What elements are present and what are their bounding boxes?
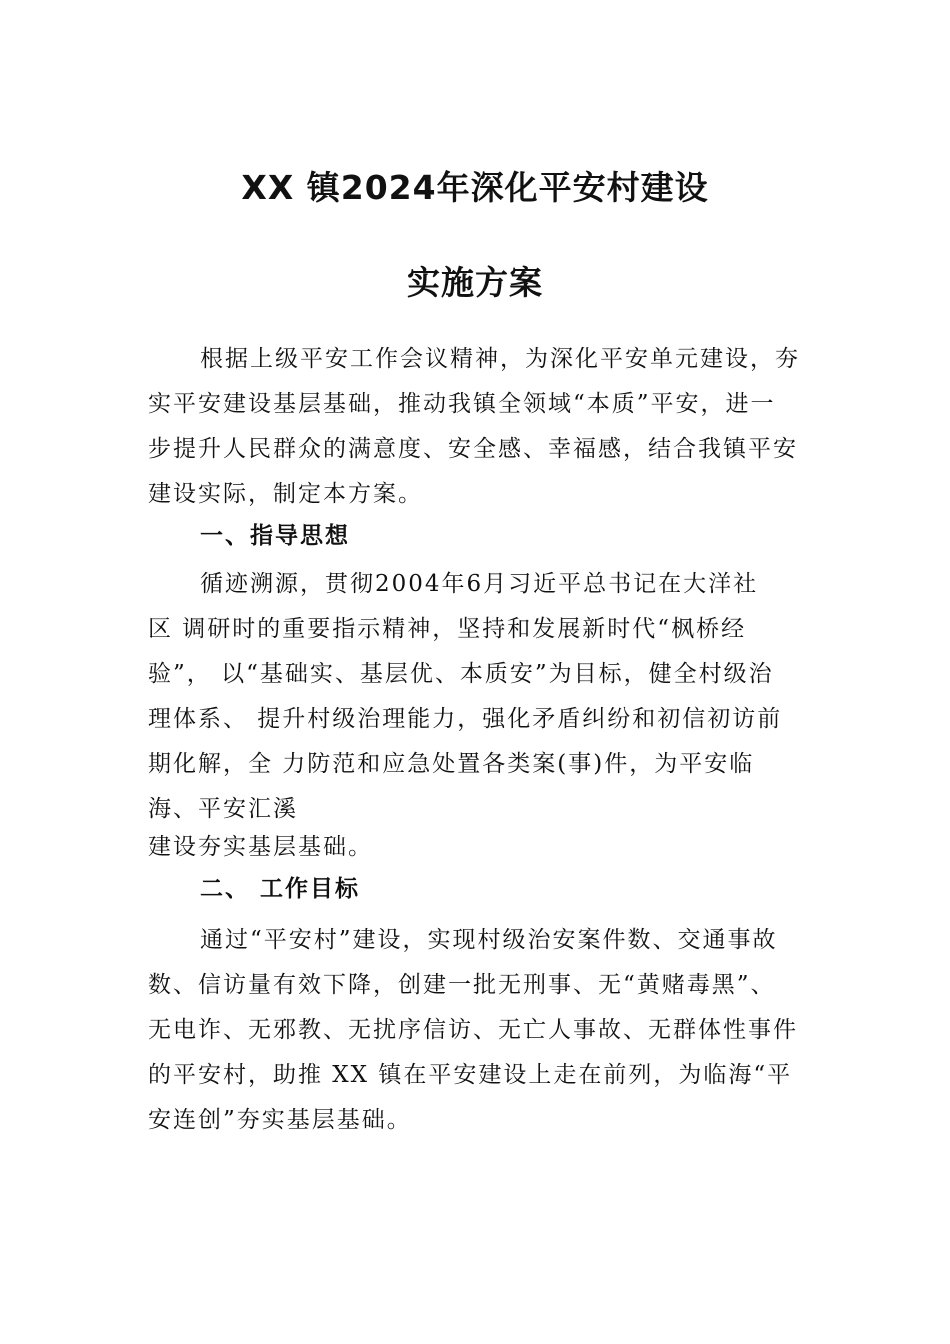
paragraph-line: 数、信访量有效下降，创建一批无刑事、无“黄赌毒黑”、 <box>148 972 776 998</box>
paragraph-line: 无电诈、无邪教、无扰序信访、无亡人事故、无群体性事件 <box>148 1017 798 1043</box>
paragraph-line: 期化解，全 力防范和应急处置各类案(事)件，为平安临 <box>148 751 755 777</box>
paragraph-line: 实平安建设基层基础，推动我镇全领域“本质”平安，进一 <box>148 391 776 417</box>
document-title: XX 镇2024年深化平安村建设 <box>241 168 709 207</box>
section-heading-work-goals: 二、 工作目标 <box>200 875 361 902</box>
paragraph-line: 步提升人民群众的满意度、安全感、幸福感，结合我镇平安 <box>148 436 798 462</box>
paragraph-line: 根据上级平安工作会议精神，为深化平安单元建设，夯 <box>200 346 800 372</box>
paragraph-line: 区 调研时的重要指示精神，坚持和发展新时代“枫桥经 <box>148 616 747 642</box>
paragraph-line: 建设夯实基层基础。 <box>148 834 373 860</box>
section-heading-guiding-ideology: 一、指导思想 <box>200 522 350 549</box>
guiding-ideology-paragraph <box>148 562 808 870</box>
paragraph-line: 安连创”夯实基层基础。 <box>148 1107 412 1133</box>
paragraph-line: 验”， 以“基础实、基层优、本质安”为目标，健全村级治 <box>148 661 774 687</box>
paragraph-line: 海、平安汇溪 <box>148 796 298 822</box>
paragraph-line: 建设实际，制定本方案。 <box>148 481 423 507</box>
document-subtitle: 实施方案 <box>407 263 543 302</box>
paragraph-line: 的平安村，助推 XX 镇在平安建设上走在前列，为临海“平 <box>148 1062 793 1088</box>
paragraph-line: 通过“平安村”建设，实现村级治安案件数、交通事故 <box>200 927 778 953</box>
paragraph-line: 循迹溯源，贯彻2004年6月习近平总书记在大洋社 <box>200 571 759 597</box>
intro-paragraph <box>148 337 808 517</box>
paragraph-line: 理体系、 提升村级治理能力，强化矛盾纠纷和初信初访前 <box>148 706 783 732</box>
work-goals-paragraph <box>148 918 808 1143</box>
